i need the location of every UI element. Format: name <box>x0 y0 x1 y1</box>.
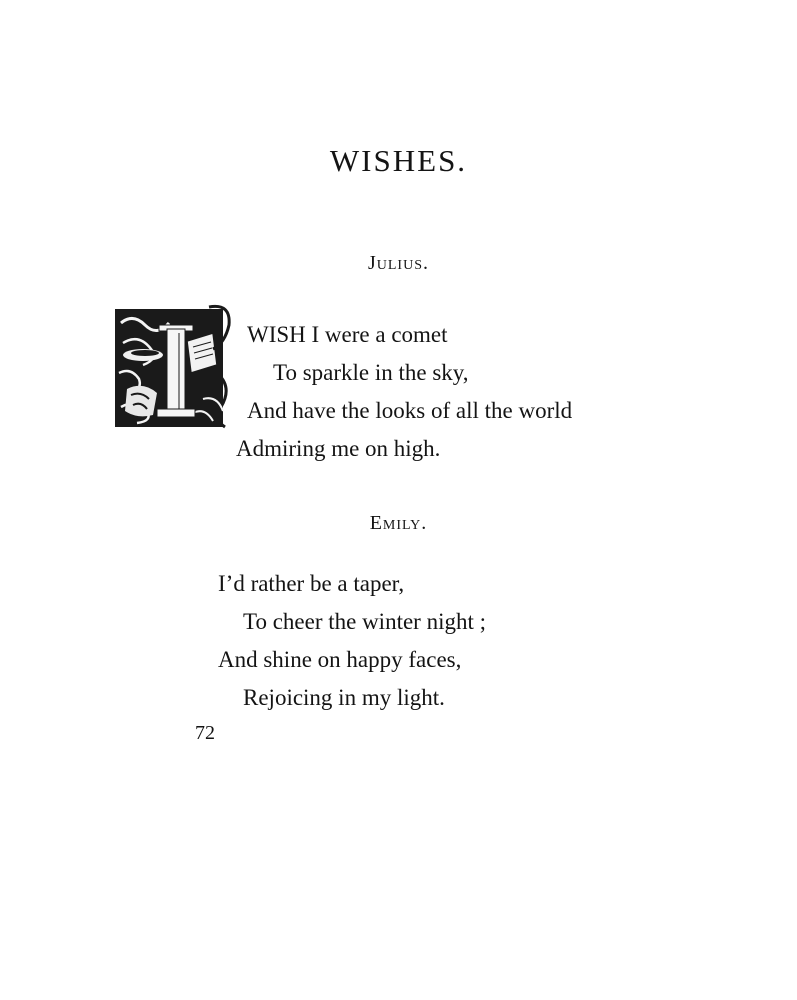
speaker-julius: Julius. <box>367 252 429 274</box>
poem-line: And have the looks of all the world <box>247 398 573 423</box>
poem-line: Rejoicing in my light. <box>243 685 445 710</box>
decorated-drop-cap-illustration <box>113 303 235 431</box>
poem-line: I’d rather be a taper, <box>218 571 405 596</box>
poem-line: To cheer the winter night ; <box>243 609 487 634</box>
speaker-emily: Emily. <box>369 512 428 534</box>
drop-cap-engraving <box>113 303 235 431</box>
poem-title: WISHES. <box>329 143 468 178</box>
page-number: 72 <box>195 722 215 744</box>
poem-line: Admiring me on high. <box>236 436 441 461</box>
poem-line: To sparkle in the sky, <box>273 360 469 385</box>
poem-line: And shine on happy faces, <box>218 647 462 672</box>
poem-line: WISH I were a comet <box>247 322 448 347</box>
